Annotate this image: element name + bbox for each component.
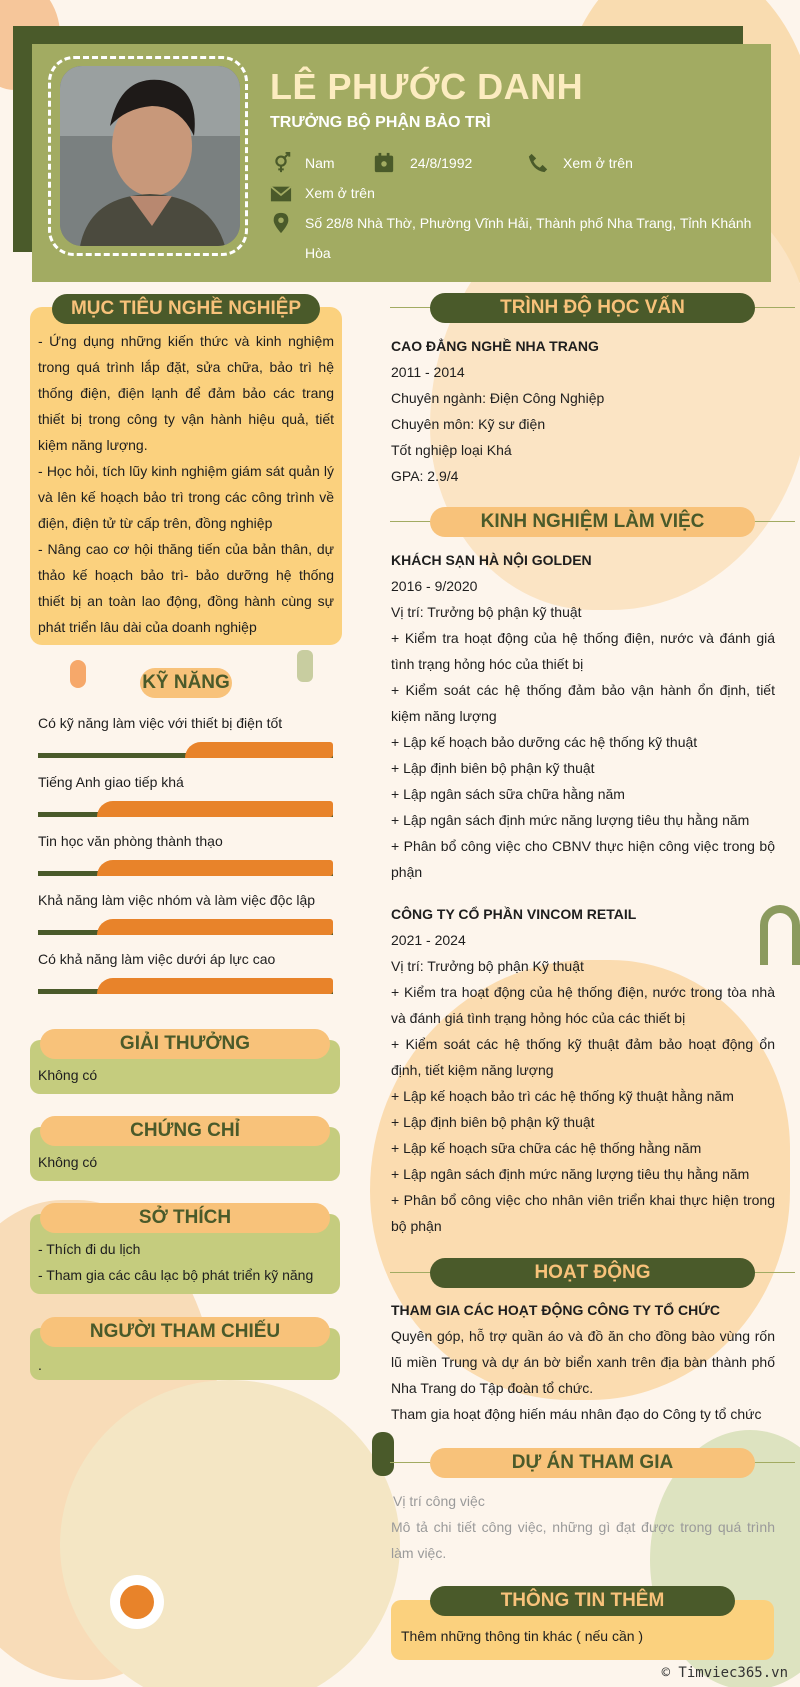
goal-title: MỤC TIÊU NGHỀ NGHIỆP <box>52 294 320 324</box>
job-2-duty: + Lập định biên bộ phận kỹ thuật <box>391 1114 595 1130</box>
leaf-decoration <box>372 1432 394 1476</box>
skill-bar-fill <box>97 860 333 876</box>
job-2-period: 2021 - 2024 <box>391 932 466 948</box>
education-gpa: GPA: 2.9/4 <box>391 468 459 484</box>
gender-icon <box>270 152 292 174</box>
skill-label: Có khả năng làm việc dưới áp lực cao <box>38 951 276 967</box>
gender-value: Nam <box>305 155 335 171</box>
awards-title: GIẢI THƯỞNG <box>40 1029 330 1059</box>
address-line-2: Hòa <box>305 245 331 261</box>
job-title: TRƯỞNG BỘ PHẬN BẢO TRÌ <box>270 114 491 131</box>
calendar-icon <box>373 152 395 174</box>
skill-bar-fill <box>185 742 333 758</box>
project-description-placeholder[interactable]: Mô tả chi tiết công việc, những gì đạt được trong quá trình làm việc. <box>391 1519 775 1561</box>
goal-paragraph-3: - Nâng cao cơ hội thăng tiến của bản thân, dự thảo kế hoạch bảo trì- bảo dưỡng hệ thống thiết bị an toàn lao động, đồng hành cùng sự phát triển lâu dài của doanh nghiệp <box>38 541 334 635</box>
activities-title: HOẠT ĐỘNG <box>430 1258 755 1288</box>
education-title: TRÌNH ĐỘ HỌC VẤN <box>430 293 755 323</box>
phone-icon <box>527 152 549 174</box>
skill-bar-fill <box>97 919 333 935</box>
job-1-position: Vị trí: Trưởng bộ phận kỹ thuật <box>391 604 582 620</box>
skill-label: Tin học văn phòng thành thạo <box>38 833 223 849</box>
skill-label: Có kỹ năng làm việc với thiết bị điện tốt <box>38 715 283 731</box>
hobby-item-2: - Tham gia các câu lạc bộ phát triển kỹ năng <box>38 1267 314 1283</box>
skill-bar-fill <box>97 801 333 817</box>
hobby-item-1: - Thích đi du lịch <box>38 1241 141 1257</box>
references-title: NGƯỜI THAM CHIẾU <box>40 1317 330 1347</box>
skill-label: Khả năng làm việc nhóm và làm việc độc lập <box>38 892 316 908</box>
awards-text: Không có <box>38 1067 98 1083</box>
phone-value: Xem ở trên <box>563 155 633 171</box>
goal-paragraph-1: - Ứng dụng những kiến thức và kinh nghiệm trong quá trình lắp đặt, sửa chữa, bảo trì hệ thống điện, điện lạnh để đảm bảo các trang thiết bị trong công ty vận hành hiệu quả, tiết kiệm năng lượng. <box>38 333 334 453</box>
job-1-duty: + Lập kế hoạch bảo dưỡng các hệ thống kỹ thuật <box>391 734 698 750</box>
job-1-duty: + Lập định biên bộ phận kỹ thuật <box>391 760 595 776</box>
job-2-duty: + Lập kế hoạch bảo trì các hệ thống kỹ thuật hằng năm <box>391 1088 734 1104</box>
certificates-text: Không có <box>38 1154 98 1170</box>
projects-title: DỰ ÁN THAM GIA <box>430 1448 755 1478</box>
experience-title: KINH NGHIỆM LÀM VIỆC <box>430 507 755 537</box>
location-icon <box>270 212 292 234</box>
references-text: . <box>38 1357 42 1373</box>
leaf-decoration <box>297 650 313 682</box>
activity-item: Tham gia hoạt động hiến máu nhân đạo do Công ty tổ chức <box>391 1406 762 1422</box>
education-period: 2011 - 2014 <box>391 364 465 380</box>
job-1-duty: + Lập ngân sách sữa chữa hằng năm <box>391 786 625 802</box>
email-icon <box>270 183 292 205</box>
birthday-value: 24/8/1992 <box>410 155 473 171</box>
leaf-decoration <box>760 905 800 965</box>
extra-info-text[interactable]: Thêm những thông tin khác ( nếu cần ) <box>401 1628 644 1644</box>
address-line-1: Số 28/8 Nhà Thờ, Phường Vĩnh Hải, Thành phố Nha Trang, Tỉnh Khánh <box>305 215 752 231</box>
certificates-title: CHỨNG CHỈ <box>40 1116 330 1146</box>
job-1-duty: + Lập ngân sách định mức năng lượng tiêu thụ hằng năm <box>391 812 750 828</box>
education-major: Chuyên ngành: Điện Công Nghiệp <box>391 390 605 406</box>
hobbies-title: SỞ THÍCH <box>40 1203 330 1233</box>
flower-icon <box>120 1585 154 1619</box>
watermark: © Timviec365.vn <box>661 1665 788 1681</box>
skills-title: KỸ NĂNG <box>140 668 232 698</box>
project-position-placeholder[interactable]: Vị trí công việc <box>393 1493 485 1509</box>
job-2-duty: + Kiểm tra hoạt động của hệ thống điện, nước trong tòa nhà và đánh giá tình trạng hỏng hóc của các thiết bị <box>391 984 775 1026</box>
goal-paragraph-2: - Học hỏi, tích lũy kinh nghiệm giám sát quản lý và lên kế hoạch bảo trì trong các công trình về điện, điện tử từ cấp trên, đồng nghiệp <box>38 463 334 531</box>
school-name: CAO ĐẲNG NGHỀ NHA TRANG <box>391 338 599 354</box>
job-2-duty: + Kiểm soát các hệ thống kỹ thuật đảm bảo hoạt động ổn định, tiết kiệm năng lượng <box>391 1036 775 1078</box>
skill-bar-fill <box>97 978 333 994</box>
skill-label: Tiếng Anh giao tiếp khá <box>38 774 184 790</box>
activities-heading: THAM GIA CÁC HOẠT ĐỘNG CÔNG TY TỔ CHỨC <box>391 1302 720 1318</box>
job-2-duty: + Lập ngân sách định mức năng lượng tiêu thụ hằng năm <box>391 1166 750 1182</box>
job-2-duty: + Lập kế hoạch sữa chữa các hệ thống hằng năm <box>391 1140 702 1156</box>
email-value: Xem ở trên <box>305 185 375 201</box>
job-1-duty: + Kiểm tra hoạt động của hệ thống điện, nước và đánh giá tình trạng hỏng hóc của thiết bị <box>391 630 775 672</box>
job-1-duty: + Kiểm soát các hệ thống đảm bảo vận hành ổn định, tiết kiệm năng lượng <box>391 682 775 724</box>
extra-info-title: THÔNG TIN THÊM <box>430 1586 735 1616</box>
job-1-duty: + Phân bổ công việc cho CBNV thực hiện công việc trong bộ phận <box>391 838 775 880</box>
leaf-decoration <box>70 660 86 688</box>
candidate-name: LÊ PHƯỚC DANH <box>270 66 584 107</box>
activity-item: Quyên góp, hỗ trợ quần áo và đồ ăn cho đồng bào vùng rốn lũ miền Trung và dự án bờ biển xanh trên địa bàn thành phố Nha Trang do Tập đoàn tổ chức. <box>391 1328 775 1396</box>
job-1-period: 2016 - 9/2020 <box>391 578 478 594</box>
job-1-company: KHÁCH SẠN HÀ NỘI GOLDEN <box>391 552 592 568</box>
avatar <box>60 66 240 246</box>
education-grade: Tốt nghiệp loại Khá <box>391 442 512 458</box>
job-2-position: Vị trí: Trưởng bộ phận Kỹ thuật <box>391 958 584 974</box>
education-specialty: Chuyên môn: Kỹ sư điện <box>391 416 546 432</box>
bg-blob <box>60 1380 400 1687</box>
job-2-company: CÔNG TY CỔ PHẦN VINCOM RETAIL <box>391 906 637 922</box>
job-2-duty: + Phân bổ công việc cho nhân viên triển khai thực hiện trong bộ phận <box>391 1192 775 1234</box>
